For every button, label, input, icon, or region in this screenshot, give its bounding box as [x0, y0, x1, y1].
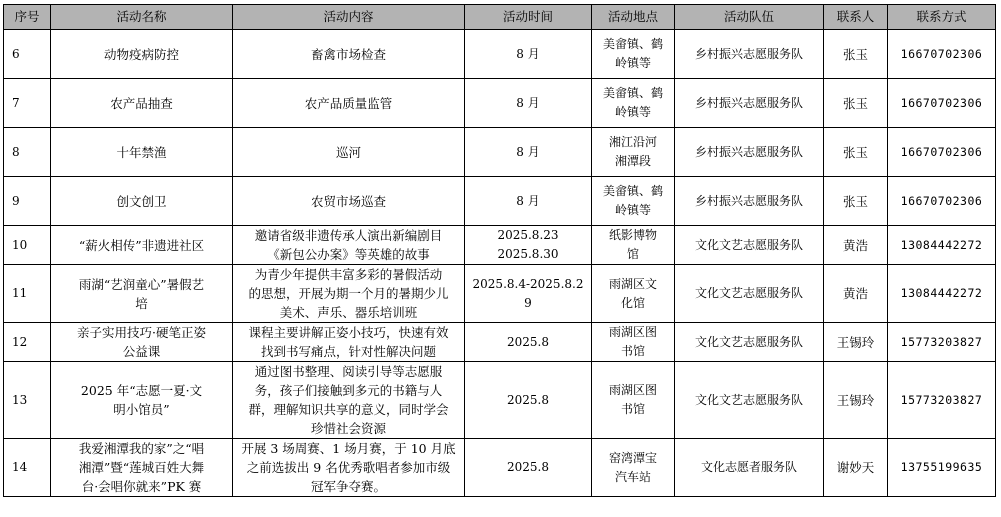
cell-activity-place: [592, 30, 675, 79]
cell-activity-place-line: 纸影博物: [608, 228, 657, 242]
cell-activity-name-line: 动物疫病防控: [103, 46, 179, 62]
cell-activity-time-line: 2025.8: [507, 334, 549, 349]
cell-activity-name-line: 亲子实用技巧·硬笔正姿: [77, 325, 206, 340]
cell-seq: 12: [4, 323, 51, 362]
table-header-row: [4, 5, 996, 30]
cell-activity-place-line: 汽车站: [614, 469, 651, 484]
cell-activity-team: 文化文艺志愿服务队: [675, 265, 824, 323]
activity-table-wrapper: [3, 4, 996, 497]
cell-activity-name-line: 创文创卫: [116, 193, 167, 209]
cell-activity-team: 文化志愿者服务队: [675, 439, 824, 497]
cell-activity-time-line: 2025.8: [507, 392, 549, 407]
cell-activity-name: [51, 177, 233, 226]
cell-activity-place: [592, 128, 675, 177]
cell-activity-content-line: 找到书写痛点，针对性解决问题: [260, 344, 436, 359]
table-row: [4, 362, 996, 439]
cell-activity-time: [465, 362, 592, 439]
cell-activity-place-line: 岭镇等: [614, 203, 651, 217]
cell-activity-content-line: 冠军争夺赛。: [310, 479, 386, 494]
cell-activity-team: 文化文艺志愿服务队: [675, 323, 824, 362]
cell-activity-time-line: 2025.8.23: [497, 228, 559, 242]
cell-activity-place-line: 雨湖区文: [608, 276, 657, 291]
cell-activity-content: [233, 226, 465, 265]
cell-activity-place-line: 窑湾潭宝: [608, 450, 657, 465]
cell-phone: 16670702306: [888, 128, 996, 177]
cell-activity-team: 乡村振兴志愿服务队: [675, 30, 824, 79]
cell-contact-person: 谢妙天: [824, 439, 888, 497]
table-row: [4, 177, 996, 226]
header-seq: 序号: [4, 5, 51, 30]
cell-activity-time: [465, 226, 592, 265]
cell-activity-time-line: 2025.8.4-2025.8.2: [472, 276, 584, 291]
cell-activity-name-line: 十年禁渔: [116, 144, 167, 160]
cell-activity-time-line: 2025.8.30: [497, 247, 559, 261]
header-phone: 联系方式: [888, 5, 996, 30]
cell-activity-content-line: 群，理解知识共享的意义，同时学会: [248, 402, 449, 417]
cell-activity-place-line: 雨湖区图: [608, 325, 657, 339]
cell-activity-name-line: 明小馆员”: [113, 402, 170, 417]
cell-activity-time: [465, 128, 592, 177]
cell-activity-place-line: 美畲镇、鹤: [602, 86, 663, 100]
cell-activity-name: [51, 226, 233, 265]
cell-activity-time-line: 8 月: [516, 193, 540, 208]
cell-activity-content: [233, 177, 465, 226]
cell-contact-person: 黄浩: [824, 265, 888, 323]
cell-seq: 13: [4, 362, 51, 439]
cell-contact-person: 王锡玲: [824, 323, 888, 362]
cell-contact-person: 王锡玲: [824, 362, 888, 439]
cell-activity-time-line: 2025.8: [507, 460, 549, 474]
cell-activity-place: [592, 265, 675, 323]
cell-activity-place-line: 化馆: [620, 295, 645, 310]
header-place: 活动地点: [592, 5, 675, 30]
cell-activity-time: [465, 177, 592, 226]
cell-activity-time-line: 8 月: [516, 46, 540, 61]
cell-activity-content-line: 农产品质量监管: [304, 95, 393, 111]
cell-activity-name-line: 湘潭”暨“莲城百姓大舞: [78, 460, 205, 475]
header-time: 活动时间: [465, 5, 592, 30]
cell-activity-name-line: 我爱湘潭我的家”之“唱: [78, 441, 205, 456]
cell-seq: 7: [4, 79, 51, 128]
cell-activity-place: [592, 226, 675, 265]
cell-activity-content-line: 务，孩子们接触到多元的书籍与人: [254, 383, 443, 398]
cell-activity-place-line: 岭镇等: [614, 56, 651, 70]
cell-activity-name: [51, 128, 233, 177]
cell-activity-content-line: 农贸市场巡查: [310, 193, 386, 209]
cell-activity-place: [592, 362, 675, 439]
cell-activity-content-line: 之前选拔出 9 名优秀歌唱者参加市级: [246, 460, 451, 475]
cell-activity-place-line: 美畲镇、鹤: [602, 184, 663, 198]
cell-activity-place-line: 湘江沿河: [608, 135, 657, 149]
cell-activity-name-line: 2025 年“志愿一夏·文: [80, 383, 203, 398]
table-row: [4, 323, 996, 362]
cell-activity-name: [51, 439, 233, 497]
cell-activity-content: [233, 79, 465, 128]
cell-contact-person: 张玉: [824, 30, 888, 79]
cell-activity-name-line: 农产品抽查: [110, 95, 173, 111]
cell-activity-place: [592, 439, 675, 497]
cell-activity-name: [51, 362, 233, 439]
cell-activity-place-line: 馆: [626, 247, 639, 261]
cell-phone: 16670702306: [888, 177, 996, 226]
cell-activity-content: [233, 323, 465, 362]
cell-activity-time: [465, 439, 592, 497]
cell-activity-content-line: 的思想，开展为期一个月的暑期少儿: [248, 286, 449, 301]
cell-phone: 13755199635: [888, 439, 996, 497]
cell-activity-time-line: 8 月: [516, 95, 540, 110]
cell-activity-content: [233, 362, 465, 439]
cell-activity-name: [51, 323, 233, 362]
cell-activity-content-line: 《新包公办案》等英雄的故事: [267, 247, 430, 262]
table-row: [4, 226, 996, 265]
cell-activity-place-line: 书馆: [620, 344, 645, 358]
cell-activity-content-line: 邀请省级非遗传承人演出新编剧目: [254, 228, 443, 243]
cell-activity-place-line: 雨湖区图: [608, 383, 657, 397]
cell-activity-content-line: 美术、声乐、器乐培训班: [279, 305, 418, 320]
cell-activity-time: [465, 323, 592, 362]
header-name: 活动名称: [51, 5, 233, 30]
cell-activity-content: [233, 30, 465, 79]
cell-activity-name-line: 公益课: [122, 344, 161, 359]
cell-activity-content-line: 畜禽市场检查: [310, 46, 386, 62]
cell-phone: 13084442272: [888, 265, 996, 323]
cell-contact-person: 张玉: [824, 128, 888, 177]
cell-seq: 10: [4, 226, 51, 265]
header-content: 活动内容: [233, 5, 465, 30]
cell-seq: 8: [4, 128, 51, 177]
table-body: [4, 30, 996, 497]
cell-activity-team: 乡村振兴志愿服务队: [675, 177, 824, 226]
cell-seq: 14: [4, 439, 51, 497]
cell-seq: 9: [4, 177, 51, 226]
cell-activity-name-line: 台·会唱你就来”PK 赛: [81, 479, 202, 494]
cell-activity-content-line: 珍惜社会资源: [310, 421, 386, 436]
cell-activity-content-line: 开展 3 场周赛、1 场月赛，于 10 月底: [241, 441, 456, 456]
cell-activity-content: [233, 128, 465, 177]
cell-phone: 15773203827: [888, 323, 996, 362]
cell-activity-time: [465, 79, 592, 128]
cell-activity-place-line: 美畲镇、鹤: [602, 37, 663, 51]
table-row: [4, 128, 996, 177]
cell-activity-time-line: 8 月: [516, 144, 540, 159]
cell-activity-content-line: 课程主要讲解正姿小技巧，快速有效: [248, 325, 449, 340]
cell-activity-name: [51, 79, 233, 128]
cell-activity-content: [233, 265, 465, 323]
cell-contact-person: 张玉: [824, 79, 888, 128]
cell-phone: 16670702306: [888, 79, 996, 128]
header-team: 活动队伍: [675, 5, 824, 30]
cell-activity-content-line: 通过图书整理、阅读引导等志愿服: [254, 364, 443, 379]
cell-activity-place-line: 岭镇等: [614, 105, 651, 119]
cell-activity-name-line: 培: [135, 295, 148, 311]
cell-phone: 16670702306: [888, 30, 996, 79]
cell-phone: 15773203827: [888, 362, 996, 439]
cell-activity-content-line: 巡河: [335, 144, 361, 160]
cell-activity-place-line: 书馆: [620, 402, 645, 416]
cell-activity-place: [592, 323, 675, 362]
cell-contact-person: 张玉: [824, 177, 888, 226]
cell-activity-name-line: 雨湖“艺润童心”暑假艺: [78, 276, 205, 292]
cell-contact-person: 黄浩: [824, 226, 888, 265]
cell-activity-place: [592, 79, 675, 128]
cell-activity-time-line: 9: [524, 295, 532, 310]
table-row: [4, 30, 996, 79]
header-contact: 联系人: [824, 5, 888, 30]
cell-activity-time: [465, 30, 592, 79]
cell-activity-place: [592, 177, 675, 226]
table-row: [4, 79, 996, 128]
table-row: [4, 439, 996, 497]
cell-activity-name: [51, 265, 233, 323]
cell-activity-team: 乡村振兴志愿服务队: [675, 128, 824, 177]
cell-activity-content: [233, 439, 465, 497]
activity-table: [3, 4, 996, 497]
cell-activity-content-line: 为青少年提供丰富多彩的暑假活动: [254, 267, 443, 282]
cell-seq: 6: [4, 30, 51, 79]
cell-activity-name-line: “薪火相传”非遗进社区: [78, 237, 205, 253]
cell-activity-team: 乡村振兴志愿服务队: [675, 79, 824, 128]
cell-phone: 13084442272: [888, 226, 996, 265]
table-row: [4, 265, 996, 323]
cell-activity-team: 文化文艺志愿服务队: [675, 362, 824, 439]
cell-activity-name: [51, 30, 233, 79]
cell-activity-time: [465, 265, 592, 323]
cell-activity-team: 文化文艺志愿服务队: [675, 226, 824, 265]
cell-seq: 11: [4, 265, 51, 323]
cell-activity-place-line: 湘潭段: [614, 154, 651, 168]
